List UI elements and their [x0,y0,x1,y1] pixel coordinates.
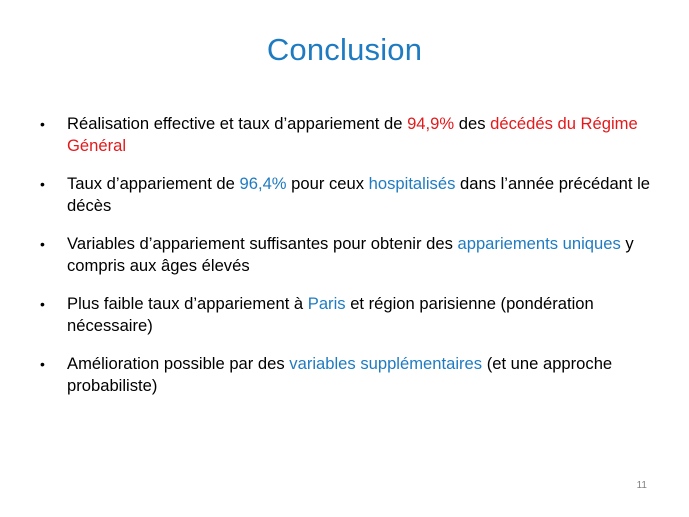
page-number: 11 [636,480,647,491]
highlight-rate: 94,9% [407,114,455,133]
bullet-dot-icon: • [40,296,45,312]
bullet-item-unique-matches [36,233,656,277]
bullet-text: Réalisation effective et taux d’appariement de [67,114,408,133]
bullet-item-hospitalized [36,173,656,217]
bullet-text: Amélioration possible par des [67,354,290,373]
highlight-term: variables supplémentaires [289,354,483,373]
bullet-list [36,113,656,413]
bullet-text: pour ceux [286,174,369,193]
bullet-dot-icon: • [40,176,45,192]
bullet-text: (et une approche probabiliste) [67,354,613,395]
bullet-dot-icon: • [40,116,45,132]
bullet-item-improvement [36,353,656,397]
bullet-item-paris [36,293,656,337]
bullet-text: y compris aux âges élevés [67,234,634,275]
bullet-text: Plus faible taux d’appariement à [67,294,308,313]
slide-title: Conclusion [266,32,423,67]
highlight-rate: 96,4% [239,174,287,193]
bullet-text: dans l’année précédant le décès [67,174,651,215]
bullet-text: Variables d’appariement suffisantes pour obtenir des [67,234,458,253]
bullet-item-match-rate [36,113,656,157]
bullet-dot-icon: • [40,236,45,252]
bullet-text: Taux d’appariement de [67,174,240,193]
highlight-term: appariements uniques [457,234,621,253]
highlight-term: Paris [307,294,346,313]
highlight-population: décédés du Régime Général [67,114,638,155]
bullet-dot-icon: • [40,356,45,372]
highlight-population: hospitalisés [368,174,456,193]
bullet-text: et région parisienne (pondération nécessaire) [67,294,594,335]
bullet-text: des [454,114,491,133]
